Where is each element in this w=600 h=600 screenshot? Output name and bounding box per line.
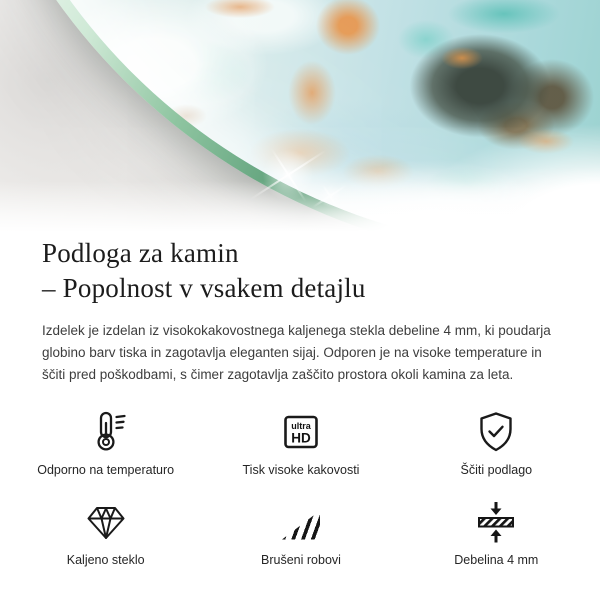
feature-label: Brušeni robovi bbox=[261, 553, 341, 567]
feature-item-protects bbox=[399, 408, 594, 478]
brushed-edges-icon bbox=[277, 498, 325, 546]
hd-text: HD bbox=[291, 430, 311, 446]
feature-item-tempered-glass bbox=[8, 498, 203, 568]
feature-label: Debelina 4 mm bbox=[454, 553, 539, 567]
feature-label: Ščiti podlago bbox=[460, 463, 533, 477]
shield-check-icon bbox=[472, 408, 520, 456]
ultra-hd-icon bbox=[277, 408, 325, 456]
thermometer-icon bbox=[82, 408, 130, 456]
feature-item-print-quality bbox=[203, 408, 398, 478]
diamond-icon bbox=[82, 498, 130, 546]
product-image bbox=[0, 0, 600, 232]
product-description-text: Izdelek je izdelan iz visokokakovostnega kaljenega stekla debeline 4 mm, ki poudarja globino barv tiska in zagotavlja eleganten sijaj. Odporen je na visoke temperature in ščiti pred poškodbami, s čimer zagotavlja zaščito prostora okoli kamina za leta. bbox=[42, 323, 551, 382]
feature-item-temperature bbox=[8, 408, 203, 478]
feature-item-brushed-edges bbox=[203, 498, 398, 568]
features-grid bbox=[8, 408, 594, 568]
feature-label: Kaljeno steklo bbox=[66, 553, 145, 567]
page-title bbox=[42, 236, 560, 306]
title-line-2: – Popolnost v vsakem detajlu bbox=[42, 273, 366, 303]
feature-label: Tisk visoke kakovosti bbox=[242, 463, 360, 477]
ultra-text: ultra bbox=[291, 421, 311, 431]
thickness-icon bbox=[472, 498, 520, 546]
feature-item-thickness bbox=[399, 498, 594, 568]
sparkle-highlight-small bbox=[310, 176, 350, 216]
content-area bbox=[0, 236, 600, 568]
title-line-1: Podloga za kamin bbox=[42, 238, 239, 268]
feature-label: Odporno na temperaturo bbox=[37, 463, 175, 477]
